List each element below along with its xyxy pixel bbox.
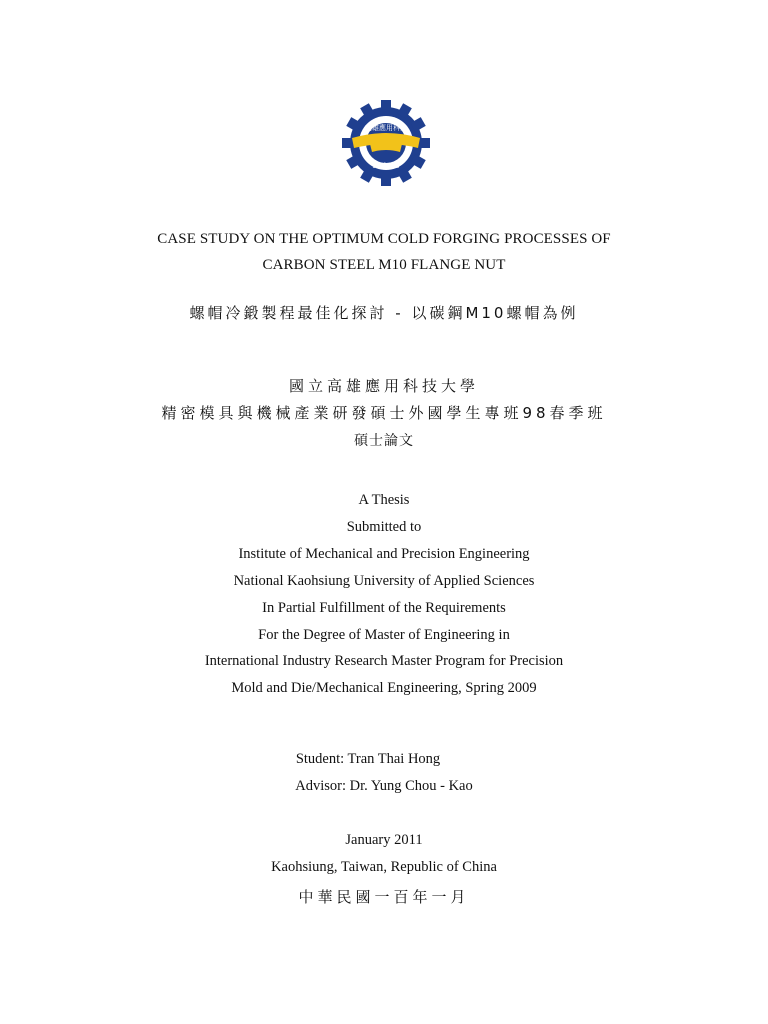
submission-date-zh: 中華民國一百年一月	[298, 888, 470, 906]
submission-line-5: In Partial Fulfillment of the Requirements	[262, 600, 506, 616]
thesis-type-zh: 碩士論文	[354, 433, 414, 449]
submission-line-4: National Kaohsiung University of Applied Sciences	[233, 573, 535, 589]
submission-line-1: A Thesis	[358, 492, 410, 508]
seal-text: 高雄應用科大	[365, 124, 407, 132]
advisor-name: Advisor: Dr. Yung Chou - Kao	[295, 778, 473, 794]
seal-abbr: K.U.A.S	[372, 162, 400, 170]
submission-line-3: Institute of Mechanical and Precision Engineering	[238, 546, 530, 562]
location: Kaohsiung, Taiwan, Republic of China	[271, 859, 497, 875]
student-name: Student: Tran Thai Hong	[295, 751, 441, 767]
submission-line-6: For the Degree of Master of Engineering in	[258, 627, 510, 643]
submission-line-8: Mold and Die/Mechanical Engineering, Spring 2009	[231, 680, 537, 696]
university-name-zh: 國立高雄應用科技大學	[288, 377, 479, 395]
submission-line-7: International Industry Research Master Program for Precision	[204, 653, 564, 669]
title-en-line-1: CASE STUDY ON THE OPTIMUM COLD FORGING PROCESSES OF	[157, 231, 611, 247]
submission-line-2: Submitted to	[346, 519, 422, 535]
submission-date: January 2011	[345, 832, 423, 848]
program-name-zh: 精密模具與機械產業研發碩士外國學生專班98春季班	[161, 404, 607, 422]
title-zh: 螺帽冷鍛製程最佳化探討 - 以碳鋼M10螺帽為例	[189, 304, 579, 322]
title-en-line-2: CARBON STEEL M10 FLANGE NUT	[262, 257, 506, 273]
university-seal-logo	[342, 100, 430, 186]
